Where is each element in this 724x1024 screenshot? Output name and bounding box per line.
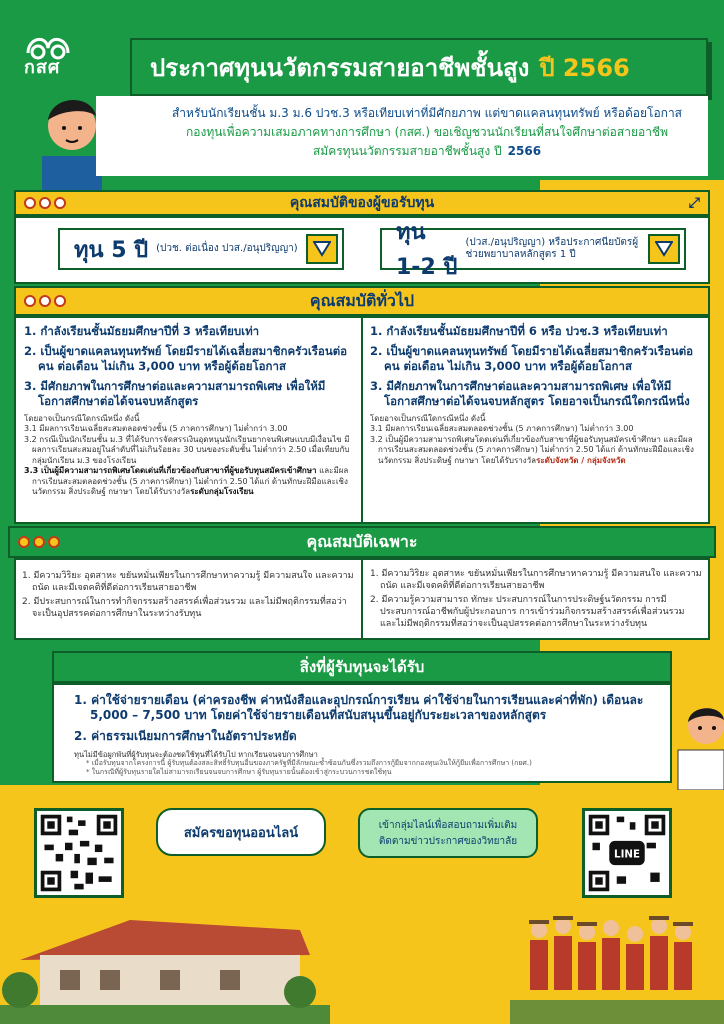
line-text-2: ติดตามข่าวประกาศของวิทยาลัย xyxy=(378,836,518,847)
general-right-sub-red: ระดับจังหวัด / กลุ่มจังหวัด xyxy=(536,455,626,465)
general-left-sub-head: โดยอาจเป็นกรณีใดกรณีหนึ่ง ดังนี้ xyxy=(24,414,140,423)
title-year: ปี 2566 xyxy=(539,53,630,82)
general-right-column xyxy=(370,324,702,466)
fund-5y-desc: (ปวช. ต่อเนื่อง ปวส./อนุปริญญา) xyxy=(156,243,298,254)
section-general-title: คุณสมบัติทั่วไป xyxy=(309,290,415,310)
apply-qr-code[interactable] xyxy=(34,808,124,898)
fund-5y-name: ทุน 5 ปี xyxy=(74,237,149,263)
window-dots xyxy=(18,536,60,548)
general-left-item-2: 2. เป็นผู้ขาดแคลนทุนทรัพย์ โดยมีรายได้เฉลี่ยสมาชิกครัวเรือนต่อคน ต่อเดือน ไม่เกิน 3,000 บาท หรือผู้ด้อยโอกาส xyxy=(24,344,348,373)
general-left-sub-3a: 3.3 เป็นผู้มีความสามารถพิเศษโดดเด่นที่เกี่ยวข้องกับสาขาที่ผู้ขอรับทุนสมัครเข้าศึกษา xyxy=(24,466,317,475)
line-badge-text: LINE xyxy=(614,848,640,861)
benefit-item-2: 2. ค่าธรรมเนียมการศึกษาในอัตราประหยัด xyxy=(74,729,297,743)
special-right-column xyxy=(370,568,702,632)
window-dots xyxy=(24,295,66,307)
special-right-item-1: 1. มีความวิริยะ อุตสาหะ ขยันหมั่นเพียรในการศึกษาหาความรู้ มีความสนใจ และความถนัด และมีเจตคติที่ดีต่อการเรียนสายอาชีพ xyxy=(370,569,702,591)
general-left-sub-3 xyxy=(24,466,354,498)
column-divider xyxy=(361,318,363,522)
logo-text: กสศ xyxy=(24,57,61,78)
intro-line1: สำหรับนักเรียนชั้น ม.3 ม.6 ปวช.3 หรือเทียบเท่าที่มีศักยภาพ แต่ขาดแคลนทุนทรัพย์ หรือด้อยโอกาส xyxy=(171,106,683,120)
general-right-item-2: 2. เป็นผู้ขาดแคลนทุนทรัพย์ โดยมีรายได้เฉลี่ยสมาชิกครัวเรือนต่อคน ต่อเดือน ไม่เกิน 3,000 บาท หรือผู้ด้อยโอกาส xyxy=(370,344,694,373)
section-special-header xyxy=(8,526,716,558)
fund-option-1-2y[interactable] xyxy=(380,220,686,280)
intro-year: 2566 xyxy=(507,144,542,158)
general-left-sub-2: 3.2 กรณีเป็นนักเรียนชั้น ม.3 ที่ได้รับการจัดสรรเงินอุดหนุนนักเรียนยากจนพิเศษแบบมีเงื่อนไข มีผลการเรียนสะสมอยู่ในลำดับที่ไม่เกินร้อยละ 30 บนของระดับชั้น ไม่ต่ำกว่า 2.50 เมื่อเทียบกับกลุ่มนักเรียน ม.3 ของโรงเรียน xyxy=(24,434,350,465)
benefit-note-2b: * ในกรณีที่ผู้รับทุนรายใดไม่สามารถเรียนจนจบการศึกษา ผู้รับทุนรายนั้นต้องเข้าสู่กระบวนการชดใช้ทุน xyxy=(86,767,392,776)
general-right-item-3: 3. มีศักยภาพในการศึกษาต่อและความสามารถพิเศษ เพื่อให้มีโอกาสศึกษาต่อได้จนจบหลักสูตร โดยอาจเป็นกรณีใดกรณีหนึ่ง xyxy=(370,379,690,408)
general-right-sub-1: 3.1 มีผลการเรียนเฉลี่ยสะสมตลอดช่วงชั้น (5 ภาคการศึกษา) ไม่ต่ำกว่า 3.00 xyxy=(370,424,634,433)
benefit-note: ทุนไม่มีข้อผูกพันที่ผู้รับทุนจะต้องชดใช้ทุนที่ได้รับไป หากเรียนจนจบการศึกษา xyxy=(74,750,318,759)
general-left-item-3: 3. มีศักยภาพในการศึกษาต่อและความสามารถพิเศษ เพื่อให้มีโอกาสศึกษาต่อได้จนจบหลักสูตร xyxy=(24,379,326,408)
special-left-column xyxy=(22,570,354,622)
special-right-item-2: 2. มีความรู้ความสามารถ ทักษะ ประสบการณ์ในการประดิษฐ์นวัตกรรม การมีประสบการณ์อาชีพกับผู้ประกอบการ การเข้าร่วมกิจกรรมสร้างสรรค์เพื่อส่วนรวม และไม่มีพฤติกรรมที่สอว่าจะเป็นอุปสรรคต่อการศึกษาในระหว่างรับทุน xyxy=(370,595,685,629)
page-title xyxy=(130,38,708,96)
general-right-sub-2-text: 3.2 เป็นผู้มีความสามารถพิเศษโดดเด่นที่เกี่ยวข้องกับสาขาที่ผู้ขอรับทุนสมัครเข้าศึกษา และมีผลการเรียนสะสมตลอดช่วงชั้น (5 ภาคการศึกษา) ไม่ต่ำกว่า 2.50 ได้แก่ ด้านทักษะฝีมือและเชิงนวัตกรรม สิ่งประดิษฐ์ กษาษา โดยได้รับรางวัล xyxy=(370,434,694,465)
section-applicant-title: คุณสมบัติของผู้ขอรับทุน xyxy=(289,195,435,211)
intro-box xyxy=(96,96,708,176)
teacher-illustration xyxy=(672,700,724,790)
school-building-image xyxy=(0,900,330,1024)
general-right-sub-head: โดยอาจเป็นกรณีใดกรณีหนึ่ง ดังนี้ xyxy=(370,414,486,423)
fund-1-2y-name: ทุน 1-2 ปี xyxy=(396,220,458,280)
benefits-box xyxy=(52,683,672,783)
general-right-item-1: 1. กำลังเรียนชั้นมัธยมศึกษาปีที่ 6 หรือ ปวช.3 หรือเทียบเท่า xyxy=(370,324,668,338)
general-left-sub-1: 3.1 มีผลการเรียนเฉลี่ยสะสมตลอดช่วงชั้น (5 ภาคการศึกษา) ไม่ต่ำกว่า 3.00 xyxy=(24,424,288,433)
fund-1-2y-desc: (ปวส./อนุปริญญา) หรือประกาศนียบัตรผู้ช่วยพยาบาลหลักสูตร 1 ปี xyxy=(465,237,639,260)
general-left-item-1: 1. กำลังเรียนชั้นมัธยมศึกษาปีที่ 3 หรือเทียบเท่า xyxy=(24,324,260,338)
column-divider xyxy=(361,560,363,638)
window-dots xyxy=(24,197,66,209)
section-general-header xyxy=(14,286,710,316)
apply-online-button[interactable]: สมัครขอทุนออนไลน์ xyxy=(156,808,326,856)
fund-option-5y[interactable] xyxy=(58,228,344,270)
general-left-column xyxy=(24,324,354,498)
general-left-sub-3c: ระดับกลุ่มโรงเรียน xyxy=(190,487,254,496)
section-applicant-header xyxy=(14,190,710,216)
expand-icon[interactable]: ⤢ xyxy=(688,195,700,211)
benefit-item-1: 1. ค่าใช้จ่ายรายเดือน (ค่าครองชีพ ค่าหนังสือและอุปกรณ์การเรียน ค่าใช้จ่ายในการเรียนและค่าที่พัก) เดือนละ 5,000 – 7,500 บาท โดยค่าใช้จ่ายรายเดือนที่สนับสนุนขึ้นอยู่กับระยะเวลาของหลักสูตร xyxy=(74,693,644,722)
dropdown-button-1-2y[interactable] xyxy=(648,234,680,264)
triangle-down-icon xyxy=(655,241,673,257)
triangle-down-icon xyxy=(313,241,331,257)
benefits-header: สิ่งที่ผู้รับทุนจะได้รับ xyxy=(52,651,672,683)
general-left-sub-3b: และมีผลการเรียนสะสมตลอดช่วงชั้น (5 ภาคการศึกษา) ไม่ต่ำกว่า 2.50 ได้แก่ ด้านทักษะฝีมือและเชิงนวัตกรรม สิ่งประดิษฐ์ กษาษา โดยได้รับรางวัล xyxy=(32,466,349,496)
students-group-image xyxy=(510,900,724,1024)
title-main: ประกาศทุนนวัตกรรมสายอาชีพชั้นสูง xyxy=(150,53,530,82)
intro-line3-text: สมัครทุนนวัตกรรมสายอาชีพชั้นสูง ปี xyxy=(312,144,502,158)
section-special-title: คุณสมบัติเฉพาะ xyxy=(306,531,418,551)
special-left-item-2: 2. มีประสบการณ์ในการทำกิจกรรมสร้างสรรค์เพื่อส่วนรวม และไม่มีพฤติกรรมที่สอว่าจะเป็นอุปสรรคต่อการศึกษาในระหว่างรับทุน xyxy=(22,597,347,619)
line-text-1: เข้ากลุ่มไลน์เพื่อสอบถามเพิ่มเติม xyxy=(378,820,518,831)
intro-line2: กองทุนเพื่อความเสมอภาคทางการศึกษา (กสศ.) ขอเชิญชวนนักเรียนที่สนใจศึกษาต่อสายอาชีพ xyxy=(186,125,668,139)
special-left-item-1: 1. มีความวิริยะ อุตสาหะ ขยันหมั่นเพียรในการศึกษาหาความรู้ มีความสนใจ และความถนัด และมีเจตคติที่ดีต่อการเรียนสายอาชีพ xyxy=(22,571,354,593)
dropdown-button-5y[interactable] xyxy=(306,234,338,264)
general-right-sub-2 xyxy=(370,435,702,467)
intro-line3 xyxy=(156,142,698,161)
line-group-callout[interactable] xyxy=(358,808,538,858)
line-qr-code[interactable] xyxy=(582,808,672,898)
benefit-note-2a: * เมื่อรับทุนจากโครงการนี้ ผู้รับทุนต้องสละสิทธิ์รับทุนอื่นของภาครัฐที่มีลักษณะซ้ำซ้อนกันซึ่งรวมถึงการกู้ยืมจากกองทุนเงินให้กู้ยืมเพื่อการศึกษา (กยศ.) xyxy=(86,759,532,767)
